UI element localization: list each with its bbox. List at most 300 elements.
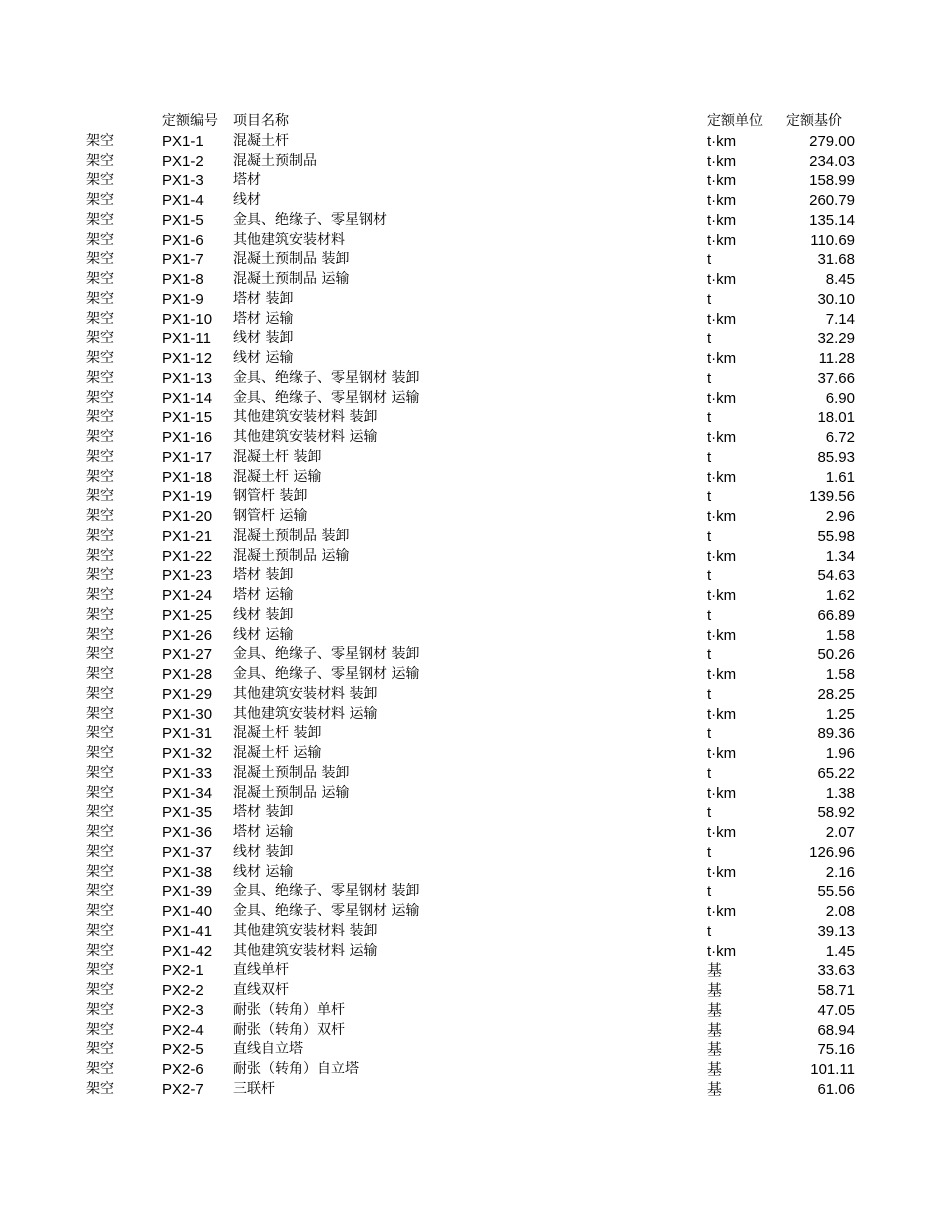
- price-cell: 50.26: [817, 646, 855, 664]
- unit-cell: t: [707, 646, 712, 664]
- name-cell: 金具、绝缘子、零星钢材: [233, 211, 387, 228]
- unit-cell: t·km: [707, 784, 737, 802]
- unit-cell: t·km: [707, 626, 737, 644]
- unit-cell: t: [707, 606, 712, 624]
- category-cell: 架空: [86, 369, 114, 386]
- category-cell: 架空: [86, 942, 114, 959]
- price-cell: 7.14: [825, 310, 855, 328]
- category-cell: 架空: [86, 527, 114, 544]
- code-cell: PX1-32: [162, 745, 213, 762]
- unit-cell: 基: [707, 962, 723, 980]
- table-row: [0, 863, 950, 883]
- code-cell: PX1-1: [162, 132, 204, 150]
- unit-cell: t: [707, 330, 712, 348]
- code-cell: PX1-12: [162, 350, 213, 367]
- code-cell: PX1-18: [162, 468, 213, 486]
- name-cell: 塔材 装卸: [233, 290, 294, 307]
- unit-cell: t·km: [707, 172, 737, 190]
- unit-cell: t·km: [707, 389, 737, 407]
- name-cell: 塔材 运输: [233, 824, 294, 840]
- table-row: [0, 448, 950, 468]
- unit-cell: t: [707, 290, 712, 308]
- name-cell: 线材: [233, 192, 261, 208]
- table-row: [0, 132, 950, 152]
- quota-table: [0, 112, 950, 1100]
- code-cell: PX2-2: [162, 982, 204, 999]
- table-row: [0, 1021, 950, 1041]
- category-cell: 架空: [86, 705, 114, 722]
- table-row: [0, 803, 950, 823]
- code-cell: PX1-37: [162, 843, 213, 861]
- name-cell: 耐张（转角）双杆: [233, 1021, 345, 1038]
- unit-cell: t: [707, 409, 712, 427]
- table-row: [0, 329, 950, 349]
- name-cell: 钢管杆 运输: [233, 508, 308, 524]
- category-cell: 架空: [86, 784, 114, 801]
- unit-cell: t·km: [707, 211, 737, 229]
- category-cell: 架空: [86, 448, 114, 465]
- table-row: [0, 606, 950, 626]
- unit-cell: t·km: [707, 429, 737, 446]
- name-cell: 钢管杆 装卸: [233, 488, 308, 505]
- unit-cell: t·km: [707, 666, 737, 683]
- name-cell: 混凝土预制品 装卸: [233, 251, 350, 268]
- category-cell: 架空: [86, 1041, 114, 1058]
- table-row: [0, 626, 950, 646]
- table-row: [0, 942, 950, 962]
- category-cell: 架空: [86, 152, 114, 169]
- code-cell: PX1-40: [162, 903, 213, 920]
- unit-cell: t·km: [707, 547, 737, 565]
- price-cell: 135.14: [809, 211, 855, 229]
- price-cell: 31.68: [817, 251, 855, 269]
- category-cell: 架空: [86, 409, 114, 426]
- code-cell: PX1-33: [162, 764, 213, 782]
- unit-cell: t·km: [707, 942, 737, 960]
- category-cell: 架空: [86, 606, 114, 623]
- code-cell: PX1-17: [162, 448, 213, 466]
- unit-cell: t: [707, 567, 712, 585]
- table-row: [0, 211, 950, 231]
- table-row: [0, 428, 950, 448]
- price-cell: 61.06: [817, 1080, 855, 1098]
- name-cell: 其他建筑安装材料 装卸: [233, 922, 378, 939]
- price-cell: 28.25: [817, 685, 855, 703]
- unit-cell: t: [707, 448, 712, 466]
- table-row: [0, 843, 950, 863]
- price-cell: 1.45: [825, 942, 855, 960]
- category-cell: 架空: [86, 962, 114, 979]
- table-row: [0, 566, 950, 586]
- code-cell: PX2-7: [162, 1080, 204, 1098]
- table-row: [0, 389, 950, 409]
- category-cell: 架空: [86, 172, 114, 189]
- code-cell: PX1-11: [162, 330, 211, 348]
- table-row: [0, 310, 950, 330]
- table-row: [0, 961, 950, 981]
- unit-cell: t·km: [707, 152, 737, 170]
- category-cell: 架空: [86, 567, 114, 584]
- table-row: [0, 744, 950, 764]
- unit-cell: t: [707, 369, 712, 387]
- unit-cell: t: [707, 527, 712, 545]
- code-cell: PX1-8: [162, 271, 204, 288]
- code-cell: PX1-5: [162, 211, 204, 229]
- unit-cell: t·km: [707, 231, 737, 249]
- unit-cell: t: [707, 685, 712, 703]
- price-cell: 55.56: [817, 883, 855, 901]
- category-cell: 架空: [86, 251, 114, 268]
- category-cell: 架空: [86, 863, 114, 880]
- category-cell: 架空: [86, 271, 114, 287]
- code-cell: PX1-27: [162, 646, 213, 664]
- category-cell: 架空: [86, 350, 114, 366]
- category-cell: 架空: [86, 883, 114, 900]
- category-cell: 架空: [86, 982, 114, 998]
- code-cell: PX1-36: [162, 824, 213, 841]
- category-cell: 架空: [86, 587, 114, 603]
- code-cell: PX1-26: [162, 626, 213, 644]
- name-cell: 金具、绝缘子、零星钢材 装卸: [233, 646, 420, 663]
- code-cell: PX1-41: [162, 922, 213, 940]
- price-cell: 68.94: [817, 1021, 855, 1039]
- table-row: [0, 902, 950, 922]
- category-cell: 架空: [86, 1021, 114, 1038]
- price-cell: 110.69: [810, 231, 855, 249]
- code-cell: PX2-5: [162, 1041, 204, 1059]
- price-cell: 32.29: [817, 330, 855, 348]
- price-cell: 1.58: [825, 666, 855, 683]
- table-row: [0, 1040, 950, 1060]
- unit-cell: 基: [707, 1061, 723, 1078]
- price-cell: 58.71: [817, 982, 855, 999]
- price-cell: 89.36: [817, 725, 855, 743]
- table-row: [0, 369, 950, 389]
- unit-cell: t·km: [707, 745, 737, 762]
- price-cell: 75.16: [817, 1041, 855, 1059]
- table-row: [0, 1080, 950, 1100]
- price-cell: 54.63: [817, 567, 855, 585]
- table-row: [0, 645, 950, 665]
- price-cell: 139.56: [809, 488, 855, 506]
- name-cell: 混凝土杆 装卸: [233, 725, 322, 742]
- category-cell: 架空: [86, 429, 114, 445]
- unit-cell: t: [707, 764, 712, 782]
- category-cell: 架空: [86, 764, 114, 781]
- unit-cell: t·km: [707, 132, 737, 150]
- name-cell: 混凝土预制品 运输: [233, 784, 350, 801]
- name-cell: 直线自立塔: [233, 1041, 303, 1058]
- name-cell: 其他建筑安装材料 运输: [233, 705, 378, 722]
- name-cell: 塔材 装卸: [233, 567, 294, 584]
- unit-cell: t·km: [707, 705, 737, 723]
- name-cell: 线材 运输: [233, 626, 294, 643]
- unit-cell: t·km: [707, 824, 737, 841]
- unit-cell: t·km: [707, 468, 737, 486]
- name-cell: 其他建筑安装材料 装卸: [233, 409, 378, 426]
- category-cell: 架空: [86, 192, 114, 208]
- unit-cell: t: [707, 725, 712, 743]
- price-cell: 66.89: [817, 606, 855, 624]
- unit-cell: t: [707, 488, 712, 506]
- code-cell: PX1-10: [162, 310, 213, 328]
- unit-cell: t·km: [707, 863, 737, 881]
- table-row: [0, 724, 950, 744]
- table-row: [0, 507, 950, 527]
- name-cell: 混凝土杆 运输: [233, 468, 322, 485]
- name-cell: 塔材 运输: [233, 310, 294, 327]
- table-row: [0, 290, 950, 310]
- code-cell: PX1-39: [162, 883, 213, 901]
- category-cell: 架空: [86, 745, 114, 761]
- table-row: [0, 1060, 950, 1080]
- code-cell: PX1-15: [162, 409, 213, 427]
- price-cell: 101.11: [810, 1061, 855, 1078]
- code-cell: PX1-23: [162, 567, 213, 585]
- price-cell: 47.05: [817, 1001, 855, 1019]
- category-cell: 架空: [86, 231, 114, 248]
- header-price: 定额基价: [786, 113, 842, 129]
- table-row: [0, 547, 950, 567]
- code-cell: PX1-29: [162, 685, 213, 703]
- table-row: [0, 191, 950, 211]
- unit-cell: 基: [707, 1080, 723, 1098]
- price-cell: 1.61: [825, 468, 855, 486]
- table-row: [0, 981, 950, 1001]
- name-cell: 金具、绝缘子、零星钢材 运输: [233, 903, 420, 919]
- category-cell: 架空: [86, 824, 114, 840]
- category-cell: 架空: [86, 310, 114, 327]
- code-cell: PX1-9: [162, 290, 204, 308]
- price-cell: 260.79: [809, 192, 855, 209]
- price-cell: 11.28: [818, 350, 855, 367]
- category-cell: 架空: [86, 330, 114, 347]
- table-row: [0, 231, 950, 251]
- category-cell: 架空: [86, 488, 114, 505]
- name-cell: 其他建筑安装材料 运输: [233, 429, 378, 445]
- price-cell: 33.63: [817, 962, 855, 980]
- price-cell: 18.01: [817, 409, 855, 427]
- name-cell: 线材 装卸: [233, 330, 294, 347]
- header-name: 项目名称: [233, 113, 289, 129]
- code-cell: PX2-3: [162, 1001, 204, 1019]
- price-cell: 30.10: [817, 290, 855, 308]
- category-cell: 架空: [86, 132, 114, 149]
- code-cell: PX1-19: [162, 488, 213, 506]
- table-row: [0, 685, 950, 705]
- code-cell: PX1-3: [162, 172, 204, 190]
- name-cell: 金具、绝缘子、零星钢材 运输: [233, 389, 420, 406]
- price-cell: 37.66: [817, 369, 855, 387]
- name-cell: 塔材 装卸: [233, 804, 294, 821]
- name-cell: 耐张（转角）单杆: [233, 1001, 345, 1018]
- unit-cell: 基: [707, 1021, 723, 1039]
- table-row: [0, 349, 950, 369]
- price-cell: 2.16: [825, 863, 855, 881]
- category-cell: 架空: [86, 646, 114, 663]
- unit-cell: t: [707, 251, 712, 269]
- code-cell: PX1-4: [162, 192, 204, 209]
- table-row: [0, 171, 950, 191]
- table-row: [0, 764, 950, 784]
- name-cell: 混凝土杆: [233, 132, 289, 149]
- name-cell: 混凝土杆 装卸: [233, 448, 322, 465]
- price-cell: 6.90: [825, 389, 855, 407]
- table-row: [0, 527, 950, 547]
- category-cell: 架空: [86, 547, 114, 564]
- name-cell: 其他建筑安装材料 运输: [233, 942, 378, 959]
- table-row: [0, 1001, 950, 1021]
- unit-cell: t·km: [707, 350, 737, 367]
- name-cell: 混凝土预制品 运输: [233, 271, 350, 287]
- category-cell: 架空: [86, 1080, 114, 1097]
- code-cell: PX1-28: [162, 666, 213, 683]
- price-cell: 85.93: [817, 448, 855, 466]
- price-cell: 234.03: [809, 152, 855, 170]
- code-cell: PX1-35: [162, 804, 213, 822]
- category-cell: 架空: [86, 685, 114, 702]
- table-row: [0, 823, 950, 843]
- table-row: [0, 705, 950, 725]
- category-cell: 架空: [86, 211, 114, 228]
- header-code: 定额编号: [162, 113, 218, 129]
- name-cell: 混凝土预制品 运输: [233, 547, 350, 564]
- code-cell: PX1-31: [162, 725, 213, 743]
- table-row: [0, 487, 950, 507]
- name-cell: 金具、绝缘子、零星钢材 装卸: [233, 883, 420, 900]
- category-cell: 架空: [86, 725, 114, 742]
- unit-cell: t·km: [707, 271, 737, 288]
- price-cell: 58.92: [817, 804, 855, 822]
- name-cell: 线材 运输: [233, 863, 294, 880]
- code-cell: PX2-6: [162, 1061, 204, 1078]
- price-cell: 1.58: [825, 626, 855, 644]
- unit-cell: t: [707, 922, 712, 940]
- code-cell: PX1-24: [162, 587, 213, 604]
- header-row: [0, 112, 950, 132]
- unit-cell: 基: [707, 982, 723, 999]
- category-cell: 架空: [86, 290, 114, 307]
- code-cell: PX1-42: [162, 942, 213, 960]
- header-unit: 定额单位: [707, 113, 763, 129]
- unit-cell: t: [707, 843, 712, 861]
- price-cell: 1.62: [825, 587, 855, 604]
- table-row: [0, 152, 950, 172]
- table-row: [0, 468, 950, 488]
- category-cell: 架空: [86, 1061, 114, 1077]
- price-cell: 279.00: [809, 132, 855, 150]
- code-cell: PX1-7: [162, 251, 204, 269]
- table-row: [0, 882, 950, 902]
- code-cell: PX1-16: [162, 429, 213, 446]
- category-cell: 架空: [86, 626, 114, 643]
- code-cell: PX1-2: [162, 152, 204, 170]
- unit-cell: t: [707, 804, 712, 822]
- name-cell: 混凝土预制品: [233, 152, 317, 169]
- category-cell: 架空: [86, 666, 114, 682]
- name-cell: 直线双杆: [233, 982, 289, 998]
- code-cell: PX2-4: [162, 1021, 204, 1039]
- code-cell: PX1-20: [162, 508, 213, 525]
- unit-cell: t·km: [707, 587, 737, 604]
- name-cell: 线材 装卸: [233, 606, 294, 623]
- table-row: [0, 270, 950, 290]
- table-row: [0, 250, 950, 270]
- name-cell: 金具、绝缘子、零星钢材 装卸: [233, 369, 420, 386]
- category-cell: 架空: [86, 508, 114, 524]
- unit-cell: 基: [707, 1001, 723, 1019]
- table-row: [0, 665, 950, 685]
- category-cell: 架空: [86, 1001, 114, 1018]
- table-row: [0, 784, 950, 804]
- unit-cell: t·km: [707, 310, 737, 328]
- code-cell: PX1-34: [162, 784, 213, 802]
- table-row: [0, 586, 950, 606]
- price-cell: 39.13: [817, 922, 855, 940]
- code-cell: PX1-22: [162, 547, 213, 565]
- category-cell: 架空: [86, 903, 114, 919]
- name-cell: 线材 运输: [233, 350, 294, 366]
- price-cell: 2.96: [825, 508, 855, 525]
- name-cell: 直线单杆: [233, 962, 289, 979]
- category-cell: 架空: [86, 922, 114, 939]
- name-cell: 金具、绝缘子、零星钢材 运输: [233, 666, 420, 682]
- name-cell: 三联杆: [233, 1080, 275, 1097]
- table-body: [0, 132, 950, 1100]
- price-cell: 6.72: [825, 429, 855, 446]
- code-cell: PX1-13: [162, 369, 213, 387]
- code-cell: PX1-6: [162, 231, 204, 249]
- price-cell: 65.22: [817, 764, 855, 782]
- table-row: [0, 408, 950, 428]
- price-cell: 1.38: [825, 784, 855, 802]
- category-cell: 架空: [86, 804, 114, 821]
- unit-cell: t·km: [707, 508, 737, 525]
- table-row: [0, 922, 950, 942]
- unit-cell: t·km: [707, 903, 737, 920]
- price-cell: 2.08: [825, 903, 855, 920]
- category-cell: 架空: [86, 843, 114, 860]
- code-cell: PX1-14: [162, 389, 213, 407]
- name-cell: 混凝土预制品 装卸: [233, 527, 350, 544]
- price-cell: 2.07: [825, 824, 855, 841]
- price-cell: 158.99: [809, 172, 855, 190]
- code-cell: PX1-21: [162, 527, 213, 545]
- unit-cell: t: [707, 883, 712, 901]
- code-cell: PX1-30: [162, 705, 213, 723]
- name-cell: 塔材: [233, 172, 261, 189]
- price-cell: 1.34: [825, 547, 855, 565]
- name-cell: 耐张（转角）自立塔: [233, 1061, 359, 1077]
- code-cell: PX1-25: [162, 606, 213, 624]
- name-cell: 混凝土预制品 装卸: [233, 764, 350, 781]
- name-cell: 线材 装卸: [233, 843, 294, 860]
- name-cell: 其他建筑安装材料 装卸: [233, 685, 378, 702]
- name-cell: 其他建筑安装材料: [233, 231, 345, 248]
- name-cell: 塔材 运输: [233, 587, 294, 603]
- unit-cell: 基: [707, 1041, 723, 1059]
- code-cell: PX1-38: [162, 863, 213, 881]
- category-cell: 架空: [86, 389, 114, 406]
- price-cell: 55.98: [817, 527, 855, 545]
- category-cell: 架空: [86, 468, 114, 485]
- code-cell: PX2-1: [162, 962, 204, 980]
- price-cell: 1.96: [825, 745, 855, 762]
- price-cell: 8.45: [825, 271, 855, 288]
- unit-cell: t·km: [707, 192, 737, 209]
- name-cell: 混凝土杆 运输: [233, 745, 322, 761]
- price-cell: 1.25: [825, 705, 855, 723]
